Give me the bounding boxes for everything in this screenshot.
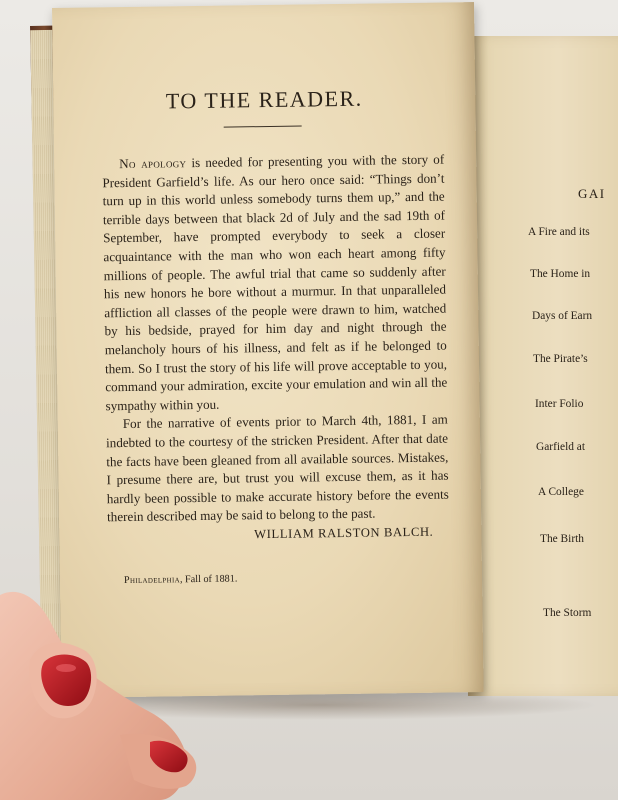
paragraph-1-lead: No apology <box>119 155 187 172</box>
paragraph-2: For the narrative of events prior to March 4th, 1881, I am indebted to the courtesy of the stricken President. After that date the facts have been gleaned from all available sources. Mistakes, I presume there are, but trust you will excuse them, as it has hardly been possible to make accurate history before the events therein described may be said to belong to the past. <box>105 411 449 525</box>
dateline-place: Philadelphia <box>123 574 181 587</box>
toc-item: A College <box>538 486 584 498</box>
toc-item: The Home in <box>530 268 591 280</box>
contents-heading: GAI <box>578 186 606 201</box>
toc-item: Days of Earn <box>532 310 593 322</box>
toc-item: Garfield at <box>536 441 586 453</box>
page-title: TO THE READER. <box>165 85 363 114</box>
paragraph-1-text: is needed for presenting you with the story of President Garfield’s life. As our hero once said: “Things don’t turn up in this world unless somebody turns them up,” and the terrible days between that black 2d of July and the sad 19th of September, have prompted everybody to seek a closer acquaintance with the man who won each heart among fifty millions of people. The awful trial that came so suddenly after his new honors he bore without a murmur. In that unparalleled affliction all classes of the people were drawn to him, watched by his bedside, prayed for him day and night through the melancholy hours of his illness, and felt as if he belonged to them. So I trust the story of his life will prove acceptable to you, command your admiration, excite your emulation and win all the sympathy within you. <box>102 151 448 414</box>
toc-item: Inter Folio <box>535 398 584 410</box>
author-signature: WILLIAM RALSTON BALCH. <box>254 524 434 542</box>
dateline-text: , Fall of 1881. <box>179 573 238 586</box>
toc-item: The Storm <box>543 607 592 619</box>
toc-item: The Birth <box>540 533 584 545</box>
toc-item: A Fire and its <box>528 226 590 238</box>
toc-item: The Pirate’s <box>533 353 588 365</box>
